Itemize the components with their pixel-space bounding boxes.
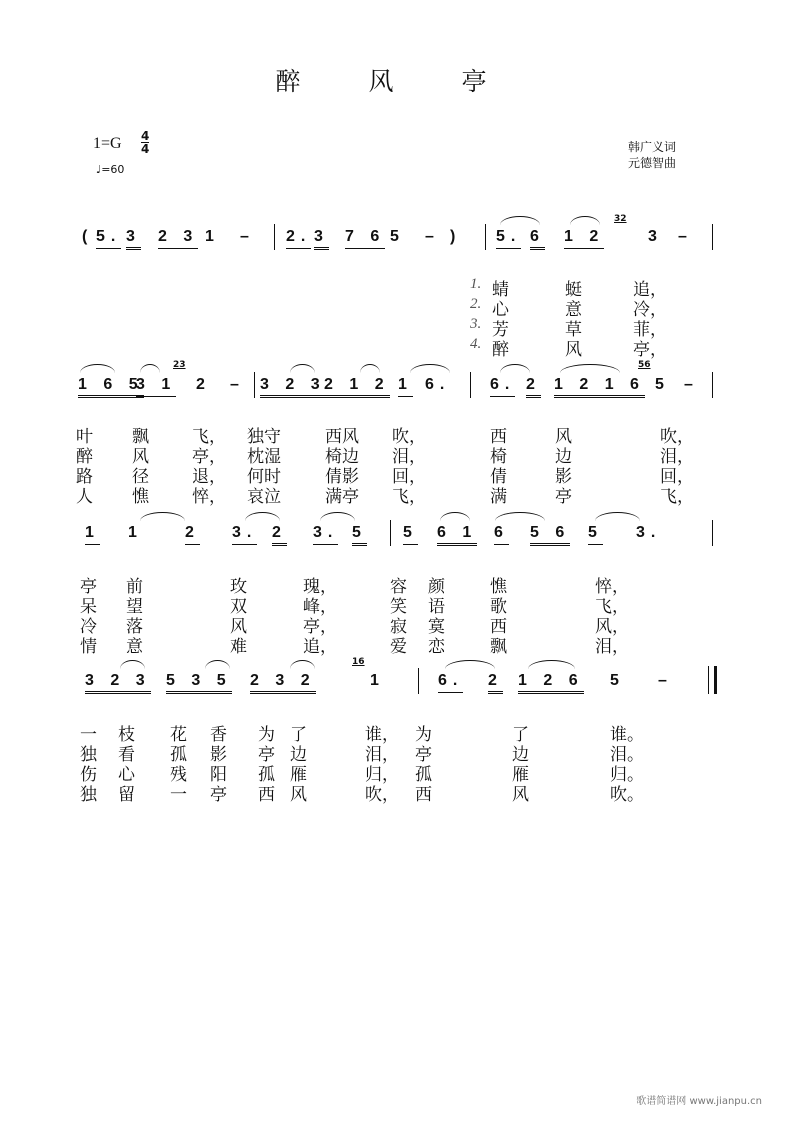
verse-number: 4. <box>470 336 482 352</box>
lyric-syllable: 双 <box>230 597 247 617</box>
lyric-syllable: 椅 <box>490 447 507 467</box>
lyric-syllable: 叶 <box>76 427 93 447</box>
verse-number: 2. <box>470 296 482 312</box>
lyric-syllable: 悴， <box>192 487 226 507</box>
grace-note: 23 <box>173 360 186 370</box>
composer-credit: 元德智曲 <box>628 156 677 170</box>
lyric-syllable: 追， <box>303 637 337 657</box>
slur <box>495 512 545 521</box>
lyric-syllable: 人 <box>76 487 93 507</box>
lyric-syllable: 亭， <box>303 617 337 637</box>
song-title: 醉 风 亭 <box>275 67 517 96</box>
lyric-syllable: 径 <box>132 467 149 487</box>
lyric-syllable: 回， <box>392 467 426 487</box>
barline <box>712 224 713 250</box>
slur <box>320 512 355 521</box>
lyric-syllable: 孤 <box>415 765 432 785</box>
lyric-syllable: 边 <box>512 745 529 765</box>
lyric-syllable: 西风 <box>325 427 359 447</box>
lyric-syllable: 何时 <box>247 467 281 487</box>
lyric-syllable: 冷 <box>80 617 97 637</box>
note: 1 <box>85 524 100 545</box>
note: ( <box>82 228 94 245</box>
note: 3. <box>313 524 338 545</box>
lyric-syllable: 憔 <box>132 487 149 507</box>
lyric-syllable: 冷， <box>633 300 667 320</box>
barline <box>712 372 713 398</box>
lyric-syllable: 寞 <box>428 617 445 637</box>
note: 2 <box>488 672 503 694</box>
lyric-syllable: 峰， <box>303 597 337 617</box>
lyric-syllable: 枕湿 <box>247 447 281 467</box>
lyric-syllable: 为 <box>258 725 275 745</box>
grace-note: 56 <box>638 360 651 370</box>
lyric-syllable: 残 <box>170 765 187 785</box>
barline <box>390 520 391 546</box>
lyric-syllable: 难 <box>230 637 247 657</box>
note: 6. <box>438 672 463 693</box>
slur <box>560 364 620 373</box>
lyric-syllable: 边 <box>555 447 572 467</box>
lyric-syllable: 心 <box>118 765 135 785</box>
watermark: 歌谱简谱网 www.jianpu.cn <box>636 1096 762 1107</box>
note: 5 <box>588 524 603 545</box>
note: 3 <box>648 228 663 245</box>
slur <box>500 216 540 225</box>
lyric-syllable: 泪， <box>595 637 629 657</box>
lyric-syllable: 亭， <box>192 447 226 467</box>
note: 5. <box>496 228 521 249</box>
note: 5 6 <box>530 524 570 546</box>
lyric-syllable: 心 <box>492 300 509 320</box>
lyric-syllable: 雁 <box>290 765 307 785</box>
note: 5 <box>655 376 670 393</box>
lyric-syllable: 玫 <box>230 577 247 597</box>
lyric-syllable: 风 <box>290 785 307 805</box>
lyric-syllable: 容 <box>390 577 407 597</box>
note: – <box>658 672 673 689</box>
lyric-syllable: 飞， <box>660 487 694 507</box>
lyric-syllable: 阳 <box>210 765 227 785</box>
time-signature <box>141 130 149 155</box>
grace-note: 32 <box>614 214 627 224</box>
note: 2 <box>196 376 211 393</box>
note: 5 <box>352 524 367 546</box>
slur <box>80 364 115 373</box>
note: 3. <box>636 524 662 541</box>
lyric-syllable: 雁 <box>512 765 529 785</box>
note: – <box>240 228 255 245</box>
lyricist-credit: 韩广义词 <box>628 140 677 154</box>
slur <box>360 364 380 373</box>
slur <box>595 512 640 521</box>
lyric-syllable: 孤 <box>170 745 187 765</box>
lyric-syllable: 了 <box>290 725 307 745</box>
lyric-syllable: 风， <box>595 617 629 637</box>
lyric-syllable: 为 <box>415 725 432 745</box>
lyric-syllable: 吹， <box>365 785 399 805</box>
time-signature-top: 4 <box>141 129 150 143</box>
lyric-syllable: 前 <box>126 577 143 597</box>
lyric-syllable: 落 <box>126 617 143 637</box>
lyric-syllable: 归。 <box>610 765 644 785</box>
note: 2. <box>286 228 311 249</box>
lyric-syllable: 枝 <box>118 725 135 745</box>
lyric-syllable: 飞， <box>192 427 226 447</box>
time-signature-bottom: 4 <box>141 142 150 156</box>
lyric-syllable: 望 <box>126 597 143 617</box>
lyric-syllable: 倩影 <box>325 467 359 487</box>
slur <box>440 512 470 521</box>
note: 1 6 5 <box>78 376 144 398</box>
note: 3 <box>314 228 329 250</box>
lyric-syllable: 爱 <box>390 637 407 657</box>
note: 2 <box>272 524 287 546</box>
lyric-syllable: 一 <box>80 725 97 745</box>
lyric-syllable: 泪， <box>660 447 694 467</box>
lyric-syllable: 留 <box>118 785 135 805</box>
slur <box>500 364 530 373</box>
lyric-syllable: 吹， <box>392 427 426 447</box>
slur <box>245 512 280 521</box>
lyric-syllable: 恋 <box>428 637 445 657</box>
barline <box>274 224 275 250</box>
lyric-syllable: 归， <box>365 765 399 785</box>
slur <box>205 660 230 669</box>
lyric-syllable: 飘 <box>132 427 149 447</box>
lyric-syllable: 回， <box>660 467 694 487</box>
note: 1 <box>370 672 385 689</box>
lyric-syllable: 亭 <box>415 745 432 765</box>
note: 3. <box>232 524 257 545</box>
lyric-syllable: 满亭 <box>325 487 359 507</box>
lyric-syllable: 醉 <box>492 340 509 360</box>
note: 2 <box>526 376 541 398</box>
lyric-syllable: 吹， <box>660 427 694 447</box>
lyric-syllable: 芳 <box>492 320 509 340</box>
barline <box>254 372 255 398</box>
lyric-syllable: 香 <box>210 725 227 745</box>
note: 6. <box>425 376 451 393</box>
lyric-syllable: 情 <box>80 637 97 657</box>
lyric-syllable: 亭 <box>258 745 275 765</box>
note: 6. <box>490 376 515 397</box>
slur <box>570 216 600 225</box>
lyric-syllable: 西 <box>490 427 507 447</box>
lyric-syllable: 风 <box>512 785 529 805</box>
slur <box>445 660 495 669</box>
lyric-syllable: 瑰， <box>303 577 337 597</box>
slur <box>528 660 575 669</box>
note: 1 2 1 6 <box>554 376 645 398</box>
final-double-barline <box>708 666 717 694</box>
lyric-syllable: 亭 <box>80 577 97 597</box>
lyric-syllable: 哀泣 <box>247 487 281 507</box>
lyric-syllable: 一 <box>170 785 187 805</box>
lyric-syllable: 花 <box>170 725 187 745</box>
verse-number: 1. <box>470 276 482 292</box>
lyric-syllable: 亭 <box>210 785 227 805</box>
note: 3 2 3 <box>260 376 326 398</box>
lyric-syllable: 倩 <box>490 467 507 487</box>
lyric-syllable: 谁。 <box>610 725 644 745</box>
note: 5 <box>390 228 405 245</box>
verse-number: 3. <box>470 316 482 332</box>
lyric-syllable: 飞， <box>595 597 629 617</box>
note: 1 <box>398 376 413 397</box>
barline <box>712 520 713 546</box>
lyric-syllable: 泪， <box>365 745 399 765</box>
note: – <box>678 228 693 245</box>
slur <box>140 364 160 373</box>
lyric-syllable: 孤 <box>258 765 275 785</box>
lyric-syllable: 吹。 <box>610 785 644 805</box>
lyric-syllable: 边 <box>290 745 307 765</box>
lyric-syllable: 草 <box>565 320 582 340</box>
lyric-syllable: 风 <box>565 340 582 360</box>
lyric-syllable: 亭 <box>555 487 572 507</box>
lyric-syllable: 椅边 <box>325 447 359 467</box>
note: 5. <box>96 228 121 249</box>
lyric-syllable: 蜻 <box>492 280 509 300</box>
note: 2 1 2 <box>324 376 390 398</box>
lyric-syllable: 亭， <box>633 340 667 360</box>
lyric-syllable: 风 <box>555 427 572 447</box>
lyric-syllable: 悴， <box>595 577 629 597</box>
slur <box>140 512 185 521</box>
barline <box>470 372 471 398</box>
note: 3 2 3 <box>85 672 151 694</box>
tempo-marking: ♩=60 <box>96 163 125 176</box>
lyric-syllable: 退， <box>192 467 226 487</box>
note: 3 <box>126 228 141 250</box>
slur <box>290 364 315 373</box>
lyric-syllable: 笑 <box>390 597 407 617</box>
note: ) <box>450 228 462 245</box>
note: – <box>425 228 440 245</box>
lyric-syllable: 伤 <box>80 765 97 785</box>
lyric-syllable: 西 <box>415 785 432 805</box>
lyric-syllable: 歌 <box>490 597 507 617</box>
note: 1 2 6 <box>518 672 584 694</box>
lyric-syllable: 追， <box>633 280 667 300</box>
lyric-syllable: 呆 <box>80 597 97 617</box>
lyric-syllable: 风 <box>132 447 149 467</box>
lyric-syllable: 西 <box>258 785 275 805</box>
lyric-syllable: 西 <box>490 617 507 637</box>
note: 5 3 5 <box>166 672 232 694</box>
lyric-syllable: 蜓 <box>565 280 582 300</box>
lyric-syllable: 看 <box>118 745 135 765</box>
lyric-syllable: 路 <box>76 467 93 487</box>
lyric-syllable: 意 <box>126 637 143 657</box>
note: 2 <box>185 524 200 545</box>
slur <box>410 364 450 373</box>
note: 5 <box>610 672 625 689</box>
barline <box>485 224 486 250</box>
lyric-syllable: 独守 <box>247 427 281 447</box>
lyric-syllable: 满 <box>490 487 507 507</box>
note: – <box>684 376 699 393</box>
note: 7 6 <box>345 228 385 249</box>
barline <box>418 668 419 694</box>
lyric-syllable: 泪， <box>392 447 426 467</box>
key-signature: 1=G <box>93 135 122 152</box>
slur <box>120 660 145 669</box>
note: 6 <box>494 524 509 545</box>
lyric-syllable: 菲， <box>633 320 667 340</box>
slur <box>290 660 315 669</box>
lyric-syllable: 飞， <box>392 487 426 507</box>
lyric-syllable: 影 <box>210 745 227 765</box>
grace-note: 16 <box>352 657 365 667</box>
lyric-syllable: 影 <box>555 467 572 487</box>
lyric-syllable: 风 <box>230 617 247 637</box>
note: 1 2 <box>564 228 604 249</box>
note: 1 <box>128 524 143 541</box>
lyric-syllable: 醉 <box>76 447 93 467</box>
lyric-syllable: 飘 <box>490 637 507 657</box>
lyric-syllable: 语 <box>428 597 445 617</box>
note: 6 1 <box>437 524 477 546</box>
note: 6 <box>530 228 545 250</box>
lyric-syllable: 泪。 <box>610 745 644 765</box>
lyric-syllable: 独 <box>80 745 97 765</box>
note: 2 3 2 <box>250 672 316 694</box>
note: – <box>230 376 245 393</box>
note: 3 1 <box>136 376 176 397</box>
lyric-syllable: 颜 <box>428 577 445 597</box>
lyric-syllable: 憔 <box>490 577 507 597</box>
lyric-syllable: 独 <box>80 785 97 805</box>
note: 5 <box>403 524 418 545</box>
note: 2 3 <box>158 228 198 249</box>
lyric-syllable: 意 <box>565 300 582 320</box>
note: 1 <box>205 228 220 245</box>
lyric-syllable: 了 <box>512 725 529 745</box>
lyric-syllable: 寂 <box>390 617 407 637</box>
lyric-syllable: 谁， <box>365 725 399 745</box>
